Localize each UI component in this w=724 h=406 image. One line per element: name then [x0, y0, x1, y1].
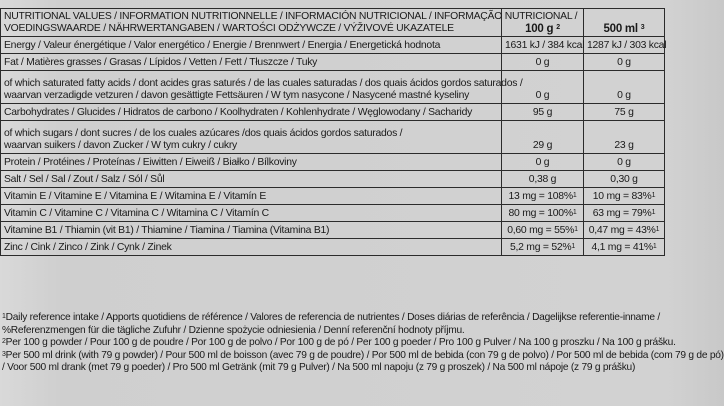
table-row: [1, 188, 665, 205]
footnote-3-line2: / Voor 500 ml drank (met 79 g poeder) / Pro 500 ml Getränk (mit 79 g Pulver) / Na 500 ml napoju (z 79 g proszek) / Na 500 ml nápoje (z 79 g prášku): [2, 362, 636, 374]
table-row: [1, 171, 665, 188]
nutrient-label-line1: Zinc / Cink / Zinco / Zink / Cynk / Zinek: [4, 242, 172, 253]
value-per-100g: 0 g: [502, 71, 584, 104]
nutrient-label-line1: of which saturated fatty acids / dont acides gras saturés / de las cuales saturadas / dos quais ácidos gordos saturados /: [4, 78, 523, 89]
nutrient-label-line1: Vitamin C / Vitamine C / Vitamina C / Witamina C / Vitamín C: [4, 208, 269, 219]
nutrient-label: [1, 171, 502, 188]
table-row: [1, 104, 665, 121]
value-per-100g: 0 g: [502, 154, 584, 171]
table-row: [1, 239, 665, 256]
table-row: [1, 205, 665, 222]
value-per-500ml: 0,30 g: [584, 171, 665, 188]
nutrient-label-line1: Fat / Matières grasses / Grasas / Lípidos / Vetten / Fett / Tłuszcze / Tuky: [4, 57, 318, 68]
footnote-1-line2: %Referenzmengen für die tägliche Zufuhr / Dzienne spożycie odniesienia / Denní referenční hodnoty příjmu.: [2, 324, 465, 336]
header-per-100g: 100 g $^2$: [502, 9, 584, 37]
value-per-500ml: 0 g: [584, 71, 665, 104]
value-per-100g: 0,60 mg = 55%$^1$: [502, 222, 584, 239]
nutrient-label: [1, 37, 502, 54]
footnotes: [2, 312, 724, 375]
value-per-100g: 0 g: [502, 54, 584, 71]
value-per-100g: 29 g: [502, 121, 584, 154]
nutrient-label-line1: Vitamin E / Vitamine E / Vitamina E / Witamina E / Vitamín E: [4, 191, 267, 202]
header-label-line2: VOEDINGSWAARDE / NÄHRWERTANGABEN / WARTOŚCI ODŻYWCZE / VÝŽIVOVÉ UKAZATELE: [4, 23, 454, 34]
nutrient-label-line1: of which sugars / dont sucres / de los cuales azúcares /dos quais ácidos gordos saturados /: [4, 128, 403, 139]
table-row: [1, 37, 665, 54]
value-per-100g: 1631 kJ / 384 kcal: [502, 37, 584, 54]
header-per-500ml: 500 ml $^3$: [584, 9, 665, 37]
nutrient-label: [1, 239, 502, 256]
value-per-500ml: 4,1 mg = 41%$^1$: [584, 239, 665, 256]
value-per-100g: 95 g: [502, 104, 584, 121]
value-per-500ml: 63 mg = 79%$^1$: [584, 205, 665, 222]
nutrient-label-line2: waarvan verzadigde vetzuren / davon gesättigte Fettsäuren / W tym nasycone / Nasycené mastné kyseliny: [4, 90, 470, 101]
nutrient-label-line1: Energy / Valeur énergétique / Valor energético / Energie / Brennwert / Energia / Energetická hodnota: [4, 40, 441, 51]
nutrient-label-line1: Vitamine B1 / Thiamin (vit B1) / Thiamine / Tiamina / Tiamina (Vitamina B1): [4, 225, 330, 236]
table-row: [1, 121, 665, 154]
nutrient-label-line1: Carbohydrates / Glucides / Hidratos de carbono / Koolhydraten / Kohlenhydrate / Węglowodany / Sacharidy: [4, 107, 473, 118]
value-per-500ml: 0,47 mg = 43%$^1$: [584, 222, 665, 239]
value-per-500ml: 10 mg = 83%$^1$: [584, 188, 665, 205]
value-per-500ml: 23 g: [584, 121, 665, 154]
footnote-2: $^2$Per 100 g powder / Pour 100 g de poudre / Por 100 g de polvo / Por 100 g de pó / Per 100 g poeder / Pro 100 g Pulver / Na 100 g proszku / Na 100 g prášku.: [2, 337, 676, 349]
table-row: [1, 154, 665, 171]
nutrient-label-line2: waarvan suikers / davon Zucker / W tym cukry / cukry: [4, 140, 237, 151]
value-per-100g: 0,38 g: [502, 171, 584, 188]
header-label-line1: NUTRITIONAL VALUES / INFORMATION NUTRITIONNELLE / INFORMACIÓN NUTRICIONAL / INFORMAÇÃO NUTRICIONAL /: [4, 11, 578, 22]
footnote-1-line1: $^1$Daily reference intake / Apports quotidiens de référence / Valores de referencia de nutrientes / Doses diárias de referência / Dagelijkse referentie-inname /: [2, 312, 660, 323]
nutrient-label-line1: Salt / Sel / Sal / Zout / Salz / Sól / Sůl: [4, 174, 165, 185]
table-header-row: [1, 9, 665, 37]
nutrition-panel: [0, 8, 667, 256]
nutrient-label: [1, 104, 502, 121]
value-per-100g: 13 mg = 108%$^1$: [502, 188, 584, 205]
footnote-3-line1: $^3$Per 500 ml drink (with 79 g powder) / Pour 500 ml de boisson (avec 79 g de poudre) / Por 500 ml de bebida (con 79 g de polvo) / Por 500 ml de bebida (com 79 g de pó): [2, 349, 724, 361]
nutrient-label: [1, 188, 502, 205]
table-row: [1, 222, 665, 239]
value-per-500ml: 75 g: [584, 104, 665, 121]
value-per-100g: 5,2 mg = 52%$^1$: [502, 239, 584, 256]
value-per-100g: 80 mg = 100%$^1$: [502, 205, 584, 222]
table-row: [1, 71, 665, 104]
nutrient-label-line1: Protein / Protéines / Proteínas / Eiwitten / Eiweiß / Białko / Bílkoviny: [4, 157, 297, 168]
nutrient-label: [1, 154, 502, 171]
nutrient-label: [1, 222, 502, 239]
value-per-500ml: 0 g: [584, 154, 665, 171]
nutrition-table: [0, 8, 665, 256]
nutrient-label: [1, 205, 502, 222]
table-body: [1, 37, 665, 256]
table-row: [1, 54, 665, 71]
nutrient-label: [1, 71, 523, 104]
nutrient-label: [1, 121, 502, 154]
value-per-500ml: 0 g: [584, 54, 665, 71]
value-per-500ml: 1287 kJ / 303 kcal: [584, 37, 665, 54]
nutrient-label: [1, 54, 502, 71]
